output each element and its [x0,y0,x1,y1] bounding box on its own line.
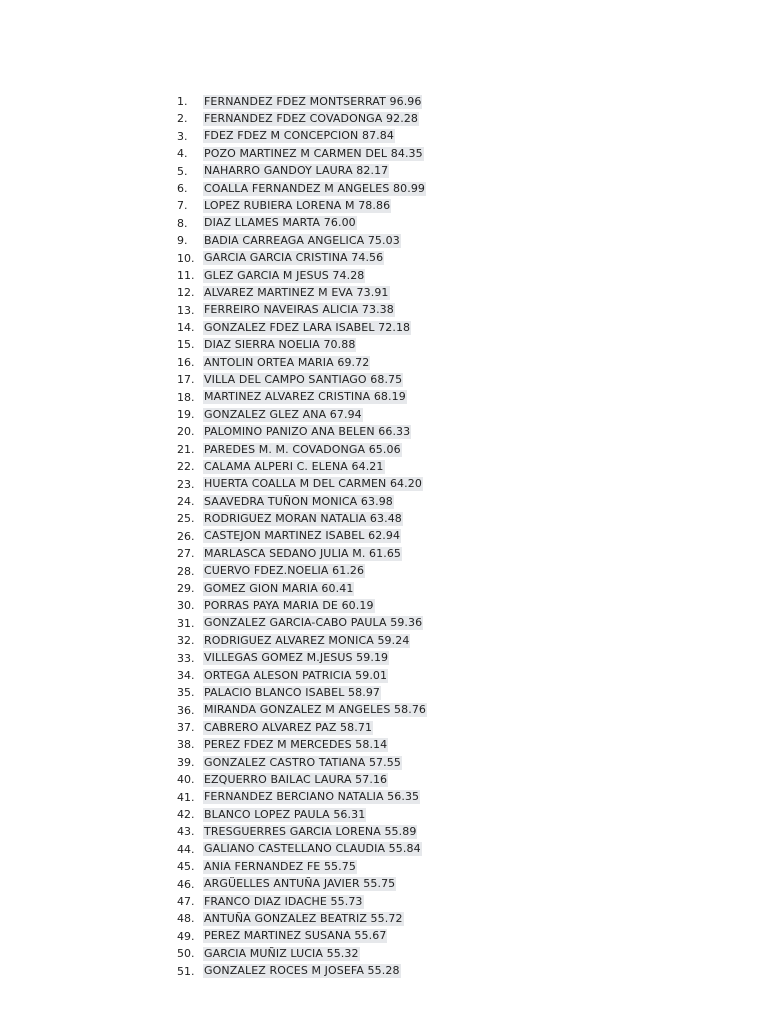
list-item [177,110,427,127]
list-item [177,771,427,788]
list-item [177,371,427,388]
list-item-number: 34. [177,668,195,682]
list-item-text: PORRAS PAYA MARIA DE 60.19 [204,599,374,613]
list-item [177,928,427,945]
list-item [177,267,427,284]
list-item-text: GONZALEZ CASTRO TATIANA 57.55 [204,755,401,769]
list-item-number: 1. [177,95,188,108]
list-item [177,354,427,371]
list-item-number: 16. [177,355,195,369]
list-item-text: PALOMINO PANIZO ANA BELEN 66.33 [204,425,411,439]
list-item-text: GARCIA MUÑIZ LUCIA 55.32 [204,946,359,960]
list-item-number: 3. [177,129,188,143]
list-item [177,319,427,336]
list-item [177,180,427,197]
list-item-number: 18. [177,390,195,404]
list-item-text: FDEZ FDEZ M CONCEPCION 87.84 [204,129,394,143]
list-item [177,823,427,840]
list-item [177,858,427,875]
list-item-number: 27. [177,547,195,561]
ranking-list [177,93,427,980]
list-item-number: 32. [177,634,195,648]
list-item-number: 13. [177,303,195,317]
list-item [177,945,427,962]
list-item-number: 20. [177,425,195,439]
list-item [177,754,427,771]
list-item-text: MARLASCA SEDANO JULIA M. 61.65 [204,546,402,560]
list-item-number: 29. [177,581,195,595]
list-item [177,128,427,145]
list-item [177,806,427,823]
list-item-text: RODRIGUEZ MORAN NATALIA 63.48 [204,512,402,526]
list-item-number: 45. [177,860,195,874]
list-item-text: POZO MARTINEZ M CARMEN DEL 84.35 [204,146,423,160]
list-item-text: ARGÜELLES ANTUÑA JAVIER 55.75 [204,877,396,891]
list-item-text: CUERVO FDEZ.NOELIA 61.26 [204,564,365,578]
list-item [177,215,427,232]
list-item-text: GALIANO CASTELLANO CLAUDIA 55.84 [204,842,421,856]
list-item-number: 10. [177,251,195,265]
list-item [177,232,427,249]
list-item-number: 22. [177,460,195,474]
list-item-number: 33. [177,651,195,665]
list-item-text: GONZALEZ ROCES M JOSEFA 55.28 [204,964,400,978]
list-item-text: NAHARRO GANDOY LAURA 82.17 [204,164,389,178]
list-item-text: CALAMA ALPERI C. ELENA 64.21 [204,459,384,473]
list-item-text: DIAZ SIERRA NOELIA 70.88 [204,338,356,352]
list-item-number: 28. [177,564,195,578]
list-item-number: 38. [177,738,195,752]
list-item [177,963,427,980]
list-item-number: 7. [177,199,188,213]
list-item [177,197,427,214]
list-item-text: FERNANDEZ FDEZ COVADONGA 92.28 [204,112,419,126]
list-item-text: PAREDES M. M. COVADONGA 65.06 [204,442,401,456]
list-item [177,597,427,614]
list-item-number: 26. [177,529,195,543]
list-item-number: 17. [177,373,195,387]
list-item [177,580,427,597]
list-item-number: 41. [177,790,195,804]
list-item-text: TRESGUERRES GARCIA LORENA 55.89 [204,825,417,839]
list-item-text: ALVAREZ MARTINEZ M EVA 73.91 [204,285,389,299]
list-item-text: GOMEZ GION MARIA 60.41 [204,581,354,595]
list-item-text: PALACIO BLANCO ISABEL 58.97 [204,685,381,699]
list-item-number: 14. [177,321,195,335]
list-item [177,406,427,423]
list-item [177,302,427,319]
list-item [177,528,427,545]
list-item-number: 43. [177,825,195,839]
list-item-text: HUERTA COALLA M DEL CARMEN 64.20 [204,477,422,491]
list-item-number: 24. [177,494,195,508]
list-item-text: VILLEGAS GOMEZ M.JESUS 59.19 [204,651,389,665]
list-item [177,650,427,667]
list-item [177,893,427,910]
list-item [177,632,427,649]
list-item-text: BADIA CARREAGA ANGELICA 75.03 [204,233,400,247]
list-item-number: 47. [177,894,195,908]
list-item-number: 6. [177,181,188,195]
list-item-number: 15. [177,338,195,352]
list-item [177,667,427,684]
list-item-text: COALLA FERNANDEZ M ANGELES 80.99 [204,181,426,195]
list-item-number: 44. [177,842,195,856]
list-item-text: FRANCO DIAZ IDACHE 55.73 [204,894,363,908]
list-item [177,423,427,440]
list-item-number: 8. [177,216,188,230]
list-item-number: 36. [177,703,195,717]
list-item-text: EZQUERRO BAILAC LAURA 57.16 [204,772,388,786]
list-item [177,510,427,527]
list-item-text: ANIA FERNANDEZ FE 55.75 [204,859,356,873]
list-item-number: 49. [177,929,195,943]
list-item-number: 30. [177,599,195,613]
list-item-text: VILLA DEL CAMPO SANTIAGO 68.75 [204,372,403,386]
list-item [177,336,427,353]
list-item-number: 37. [177,721,195,735]
list-item-number: 35. [177,686,195,700]
list-item [177,910,427,927]
list-item [177,841,427,858]
list-item-number: 12. [177,286,195,300]
list-item-text: MIRANDA GONZALEZ M ANGELES 58.76 [204,703,427,717]
list-item-number: 23. [177,477,195,491]
list-item-text: PEREZ MARTINEZ SUSANA 55.67 [204,929,387,943]
list-item-text: GONZALEZ FDEZ LARA ISABEL 72.18 [204,320,411,334]
list-item [177,702,427,719]
list-item [177,545,427,562]
list-item [177,250,427,267]
list-item-number: 11. [177,268,195,282]
list-item-text: CASTEJON MARTINEZ ISABEL 62.94 [204,529,401,543]
list-item [177,389,427,406]
list-item-number: 2. [177,112,188,126]
list-item-text: ANTUÑA GONZALEZ BEATRIZ 55.72 [204,912,403,926]
list-item [177,719,427,736]
list-item [177,684,427,701]
list-item-number: 19. [177,408,195,422]
list-item-text: PEREZ FDEZ M MERCEDES 58.14 [204,738,388,752]
list-item-text: FERREIRO NAVEIRAS ALICIA 73.38 [204,303,394,317]
list-item [177,163,427,180]
list-item-number: 21. [177,442,195,456]
list-item-text: LOPEZ RUBIERA LORENA M 78.86 [204,199,391,213]
list-item-text: GARCIA GARCIA CRISTINA 74.56 [204,251,384,265]
list-item-text: CABRERO ALVAREZ PAZ 58.71 [204,720,373,734]
list-item-text: DIAZ LLAMES MARTA 76.00 [204,216,356,230]
list-item-number: 4. [177,147,188,161]
list-item-text: GONZALEZ GARCIA-CABO PAULA 59.36 [204,616,423,630]
list-item-text: GLEZ GARCIA M JESUS 74.28 [204,268,365,282]
list-item-number: 51. [177,964,195,978]
list-item-text: GONZALEZ GLEZ ANA 67.94 [204,407,362,421]
list-item [177,789,427,806]
list-item [177,93,427,110]
list-item-text: MARTINEZ ALVAREZ CRISTINA 68.19 [204,390,406,404]
list-item [177,476,427,493]
list-item-number: 31. [177,616,195,630]
list-item-text: FERNANDEZ BERCIANO NATALIA 56.35 [204,790,420,804]
list-item-text: ORTEGA ALESON PATRICIA 59.01 [204,668,388,682]
list-item-text: RODRIGUEZ ALVAREZ MONICA 59.24 [204,633,410,647]
list-item-text: ANTOLIN ORTEA MARIA 69.72 [204,355,370,369]
list-item-number: 50. [177,947,195,961]
list-item-number: 39. [177,755,195,769]
list-item [177,615,427,632]
list-item [177,563,427,580]
list-item-number: 42. [177,808,195,822]
list-item-number: 5. [177,164,188,178]
list-item-text: FERNANDEZ FDEZ MONTSERRAT 96.96 [204,94,422,108]
list-item-number: 40. [177,773,195,787]
list-item [177,493,427,510]
list-item [177,145,427,162]
list-item-text: SAAVEDRA TUÑON MONICA 63.98 [204,494,393,508]
list-item [177,736,427,753]
list-item [177,441,427,458]
list-item [177,876,427,893]
list-item-number: 25. [177,512,195,526]
list-item-number: 9. [177,234,188,248]
list-item [177,458,427,475]
list-item-text: BLANCO LOPEZ PAULA 56.31 [204,807,366,821]
list-item [177,284,427,301]
list-item-number: 48. [177,912,195,926]
list-item-number: 46. [177,877,195,891]
